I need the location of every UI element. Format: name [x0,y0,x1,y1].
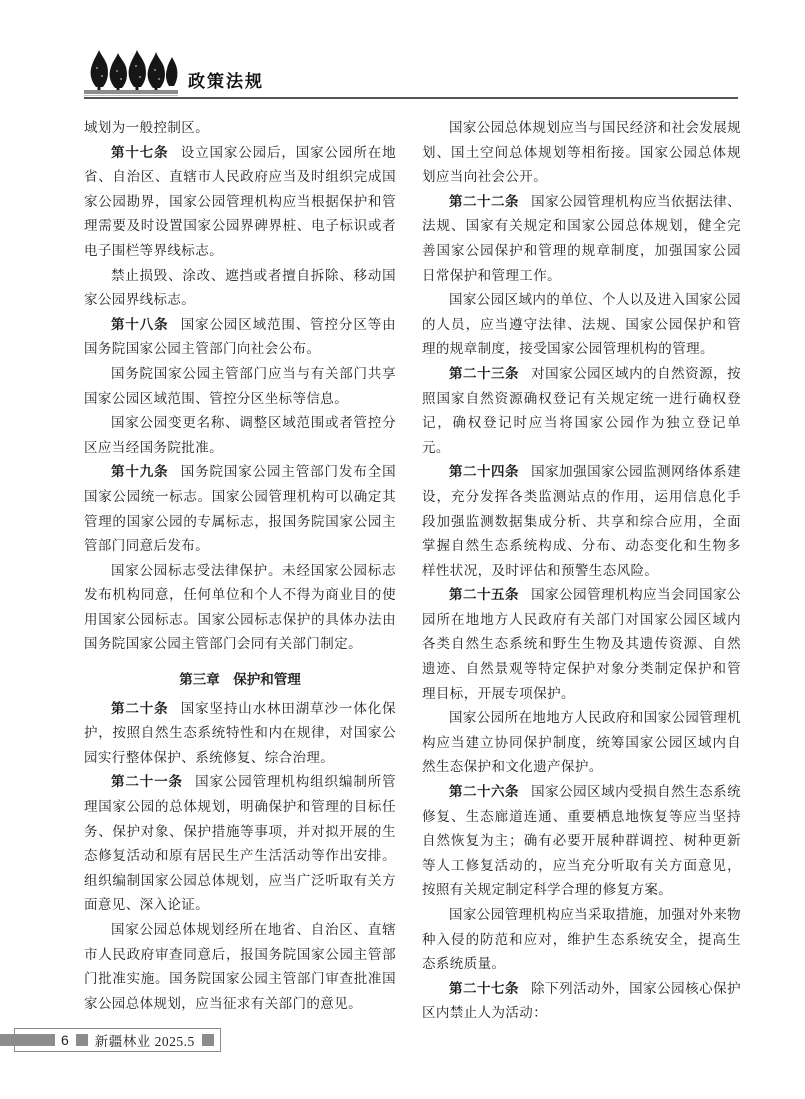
paragraph [84,697,396,771]
article-number: 第二十二条 [449,193,519,209]
paragraph-text: 国家公园管理机构应当依据法律、法规、国家有关规定和国家公园总体规划，健全完善国家公园保护和管理的规章制度，加强国家公园日常保护和管理工作。 [422,193,742,283]
paragraph [84,116,396,141]
paragraph-text: 国家公园管理机构应当采取措施，加强对外来物种入侵的防范和应对，维护生态系统安全，提高生态系统质量。 [422,907,741,972]
trees-icon [84,46,178,96]
paragraph-text: 国家公园区域范围、管控分区等由国务院国家公园主管部门向社会公布。 [84,316,396,357]
journal-title: 新疆林业 2025.5 [94,1034,195,1049]
paragraph [84,313,396,362]
article-number: 第十七条 [111,144,169,160]
paragraph [422,460,741,583]
paragraph [84,264,396,313]
paragraph-text: 国家公园区域内的单位、个人以及进入国家公园的人员，应当遵守法律、法规、国家公园保护和管理的规章制度，接受国家公园管理机构的管理。 [422,292,741,357]
section-label: 政策法规 [188,72,264,91]
paragraph-text: 国家公园区域内受损自然生态系统修复、生态廊道连通、重要栖息地恢复等应当坚持自然恢复为主；确有必要开展种群调控、树种更新等人工修复活动的，应当充分听取有关方面意见，按照有关规定制定科学合理的修复方案。 [422,784,742,898]
paragraph [84,770,396,918]
paragraph-text: 除下列活动外，国家公园核心保护区内禁止人为活动： [422,980,742,1021]
paragraph-text: 国家加强国家公园监测网络体系建设，充分发挥各类监测站点的作用，运用信息化手段加强监测数据集成分析、共享和综合应用，全面掌握自然生态系统构成、分布、动态变化和生物多样性状况，及时评估和预警生态风险。 [422,464,742,578]
paragraph [422,583,741,706]
footer-square-icon [76,1034,88,1046]
article-number: 第二十一条 [111,774,183,790]
article-body [84,116,741,1026]
page-footer [0,1028,221,1052]
footer-square-icon [202,1034,214,1046]
footer-bar [0,1034,55,1046]
paragraph-text: 国家公园管理机构组织编制所管理国家公园的总体规划，明确保护和管理的目标任务、保护对象、保护措施等事项，并对拟开展的生态修复活动和原有居民生产生活活动等作出安排。组织编制国家公园总体规划，应当广泛听取有关方面意见、深入论证。 [84,774,396,913]
paragraph-text: 国家公园变更名称、调整区域范围或者管控分区应当经国务院批准。 [84,415,396,455]
paragraph-text: 国务院国家公园主管部门应当与有关部门共享国家公园区域范围、管控分区坐标等信息。 [84,365,396,406]
paragraph-text: 禁止损毁、涂改、遮挡或者擅自拆除、移动国家公园界线标志。 [84,267,396,308]
right-column [422,116,741,1026]
paragraph [84,362,396,411]
article-number: 第二十条 [111,700,169,716]
paragraph-text: 国家公园所在地地方人民政府和国家公园管理机构应当建立协同保护制度，统筹国家公园区域内自然生态保护和文化遗产保护。 [422,710,741,775]
article-number: 第二十七条 [449,980,519,996]
chapter-heading: 第三章 保护和管理 [179,672,301,688]
paragraph [84,918,396,1016]
page-header [84,46,264,96]
paragraph-text: 国家公园标志受法律保护。未经国家公园标志发布机构同意，任何单位和个人不得为商业目的使用国家公园标志。国家公园标志保护的具体办法由国务院国家公园主管部门会同有关部门制定。 [84,562,396,652]
article-number: 第二十六条 [449,784,519,800]
paragraph-text: 域划为一般控制区。 [84,120,210,135]
paragraph [422,780,741,903]
article-number: 第十八条 [111,316,169,332]
paragraph-text: 国务院国家公园主管部门发布全国国家公园统一标志。国家公园管理机构可以确定其管理的国家公园的专属标志，报国务院国家公园主管部门同意后发布。 [84,464,396,554]
paragraph [422,977,741,1026]
article-number: 第二十五条 [449,587,519,603]
paragraph [422,362,741,460]
paragraph [422,288,741,362]
article-number: 第二十三条 [449,365,519,381]
paragraph-text: 国家公园总体规划经所在地省、自治区、直辖市人民政府审查同意后，报国务院国家公园主管部门批准实施。国务院国家公园主管部门审查批准国家公园总体规划，应当征求有关部门的意见。 [84,922,396,1011]
paragraph-text: 国家坚持山水林田湖草沙一体化保护，按照自然生态系统特性和内在规律，对国家公园实行整体保护、系统修复、综合治理。 [84,700,396,765]
page-number: 6 [61,1032,69,1048]
left-column [84,116,396,1026]
paragraph [84,460,396,558]
paragraph [422,706,741,780]
paragraph-text: 对国家公园区域内的自然资源，按照国家自然资源确权登记有关规定统一进行确权登记，确权登记时应当将国家公园作为独立登记单元。 [422,365,742,455]
paragraph [422,116,741,190]
paragraph-text: 国家公园总体规划应当与国民经济和社会发展规划、国土空间总体规划等相衔接。国家公园总体规划应当向社会公开。 [422,120,741,185]
paragraph [84,141,396,264]
paragraph [422,190,741,288]
paragraph [84,411,396,460]
header-rule [84,97,738,99]
paragraph [422,903,741,977]
paragraph [84,559,396,657]
paragraph-text: 国家公园管理机构应当会同国家公园所在地地方人民政府有关部门对国家公园区域内各类自然生态系统和野生生物及其遗传资源、自然遗迹、自然景观等特定保护对象分类制定保护和管理目标，开展专项保护。 [422,587,742,701]
article-number: 第十九条 [111,464,169,480]
paragraph-text: 设立国家公园后，国家公园所在地省、自治区、直辖市人民政府应当及时组织完成国家公园勘界，国家公园管理机构应当根据保护和管理需要及时设置国家公园界碑界桩、电子标识或者电子围栏等界线标志。 [84,144,396,258]
article-number: 第二十四条 [449,464,519,480]
